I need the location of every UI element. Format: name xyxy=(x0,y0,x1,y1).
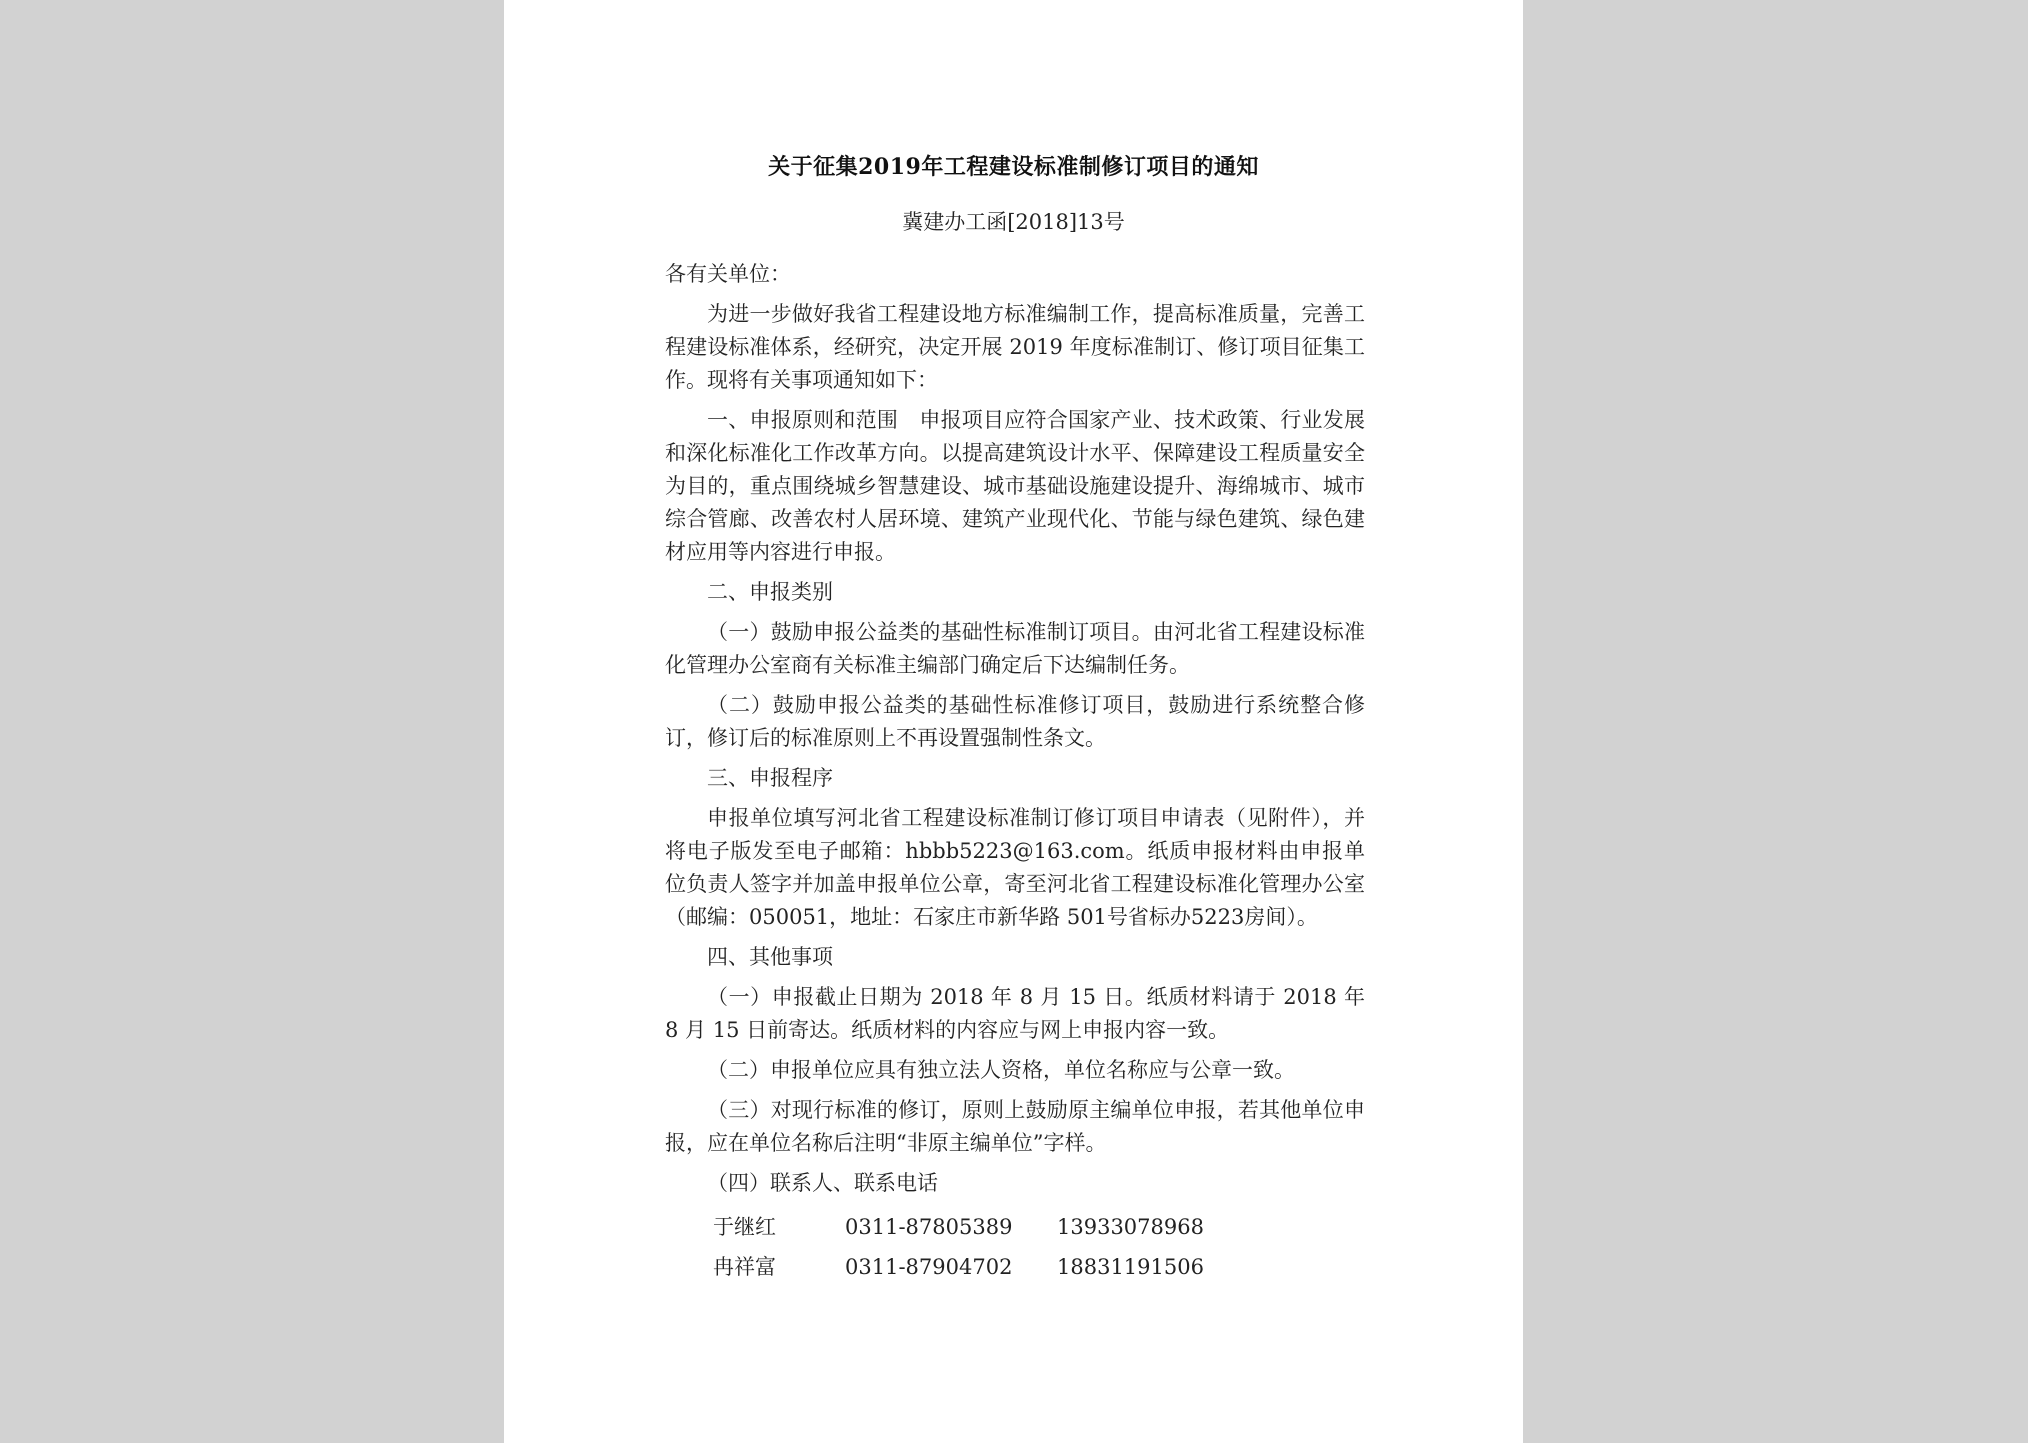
contact-phone: 0311-87904702 xyxy=(845,1255,1013,1279)
contact-mobile: 18831191506 xyxy=(1057,1255,1204,1279)
document-page xyxy=(504,0,1523,1443)
section-3-paragraph: 申报单位填写河北省工程建设标准制订修订项目申请表（见附件），并将电子版发至电子邮箱：hbbb5223@163.com。纸质申报材料由申报单位负责人签字并加盖申报单位公章，寄至河北省工程建设标准化管理办公室（邮编：050051，地址：石家庄市新华路 501号省标办5223房间）。 xyxy=(665,806,1365,929)
section-4-heading: 四、其他事项 xyxy=(707,945,833,969)
section-4-item-3: （三）对现行标准的修订，原则上鼓励原主编单位申报，若其他单位申报，应在单位名称后注明“非原主编单位”字样。 xyxy=(665,1098,1365,1155)
section-2-heading: 二、申报类别 xyxy=(707,580,833,604)
section-3-heading: 三、申报程序 xyxy=(707,766,833,790)
section-4-item-1: （一）申报截止日期为 2018 年 8 月 15 日。纸质材料请于 2018 年 8 月 15 日前寄达。纸质材料的内容应与网上申报内容一致。 xyxy=(665,985,1365,1042)
contact-name: 冉祥富 xyxy=(713,1255,776,1279)
contact-row xyxy=(665,1207,1365,1247)
section-4-item-4: （四）联系人、联系电话 xyxy=(707,1171,938,1195)
section-2-item-2: （二）鼓励申报公益类的基础性标准修订项目，鼓励进行系统整合修订，修订后的标准原则上不再设置强制性条文。 xyxy=(665,693,1365,750)
contact-row xyxy=(665,1247,1365,1287)
section-1-paragraph: 一、申报原则和范围 申报项目应符合国家产业、技术政策、行业发展和深化标准化工作改革方向。以提高建筑设计水平、保障建设工程质量安全为目的，重点围绕城乡智慧建设、城市基础设施建设提升、海绵城市、城市综合管廊、改善农村人居环境、建筑产业现代化、节能与绿色建筑、绿色建材应用等内容进行申报。 xyxy=(665,408,1365,564)
document-title: 关于征集2019年工程建设标准制修订项目的通知 xyxy=(768,154,1259,180)
intro-paragraph: 为进一步做好我省工程建设地方标准编制工作，提高标准质量，完善工程建设标准体系，经研究，决定开展 2019 年度标准制订、修订项目征集工作。现将有关事项通知如下： xyxy=(665,302,1365,392)
contact-mobile: 13933078968 xyxy=(1057,1215,1204,1239)
contact-phone: 0311-87805389 xyxy=(845,1215,1013,1239)
salutation: 各有关单位： xyxy=(665,262,791,286)
section-4-item-2: （二）申报单位应具有独立法人资格，单位名称应与公章一致。 xyxy=(707,1058,1295,1082)
document-number: 冀建办工函[2018]13号 xyxy=(902,210,1125,234)
contact-name: 于继红 xyxy=(713,1215,776,1239)
document-body xyxy=(665,258,1365,1287)
section-2-item-1: （一）鼓励申报公益类的基础性标准制订项目。由河北省工程建设标准化管理办公室商有关标准主编部门确定后下达编制任务。 xyxy=(665,620,1365,677)
